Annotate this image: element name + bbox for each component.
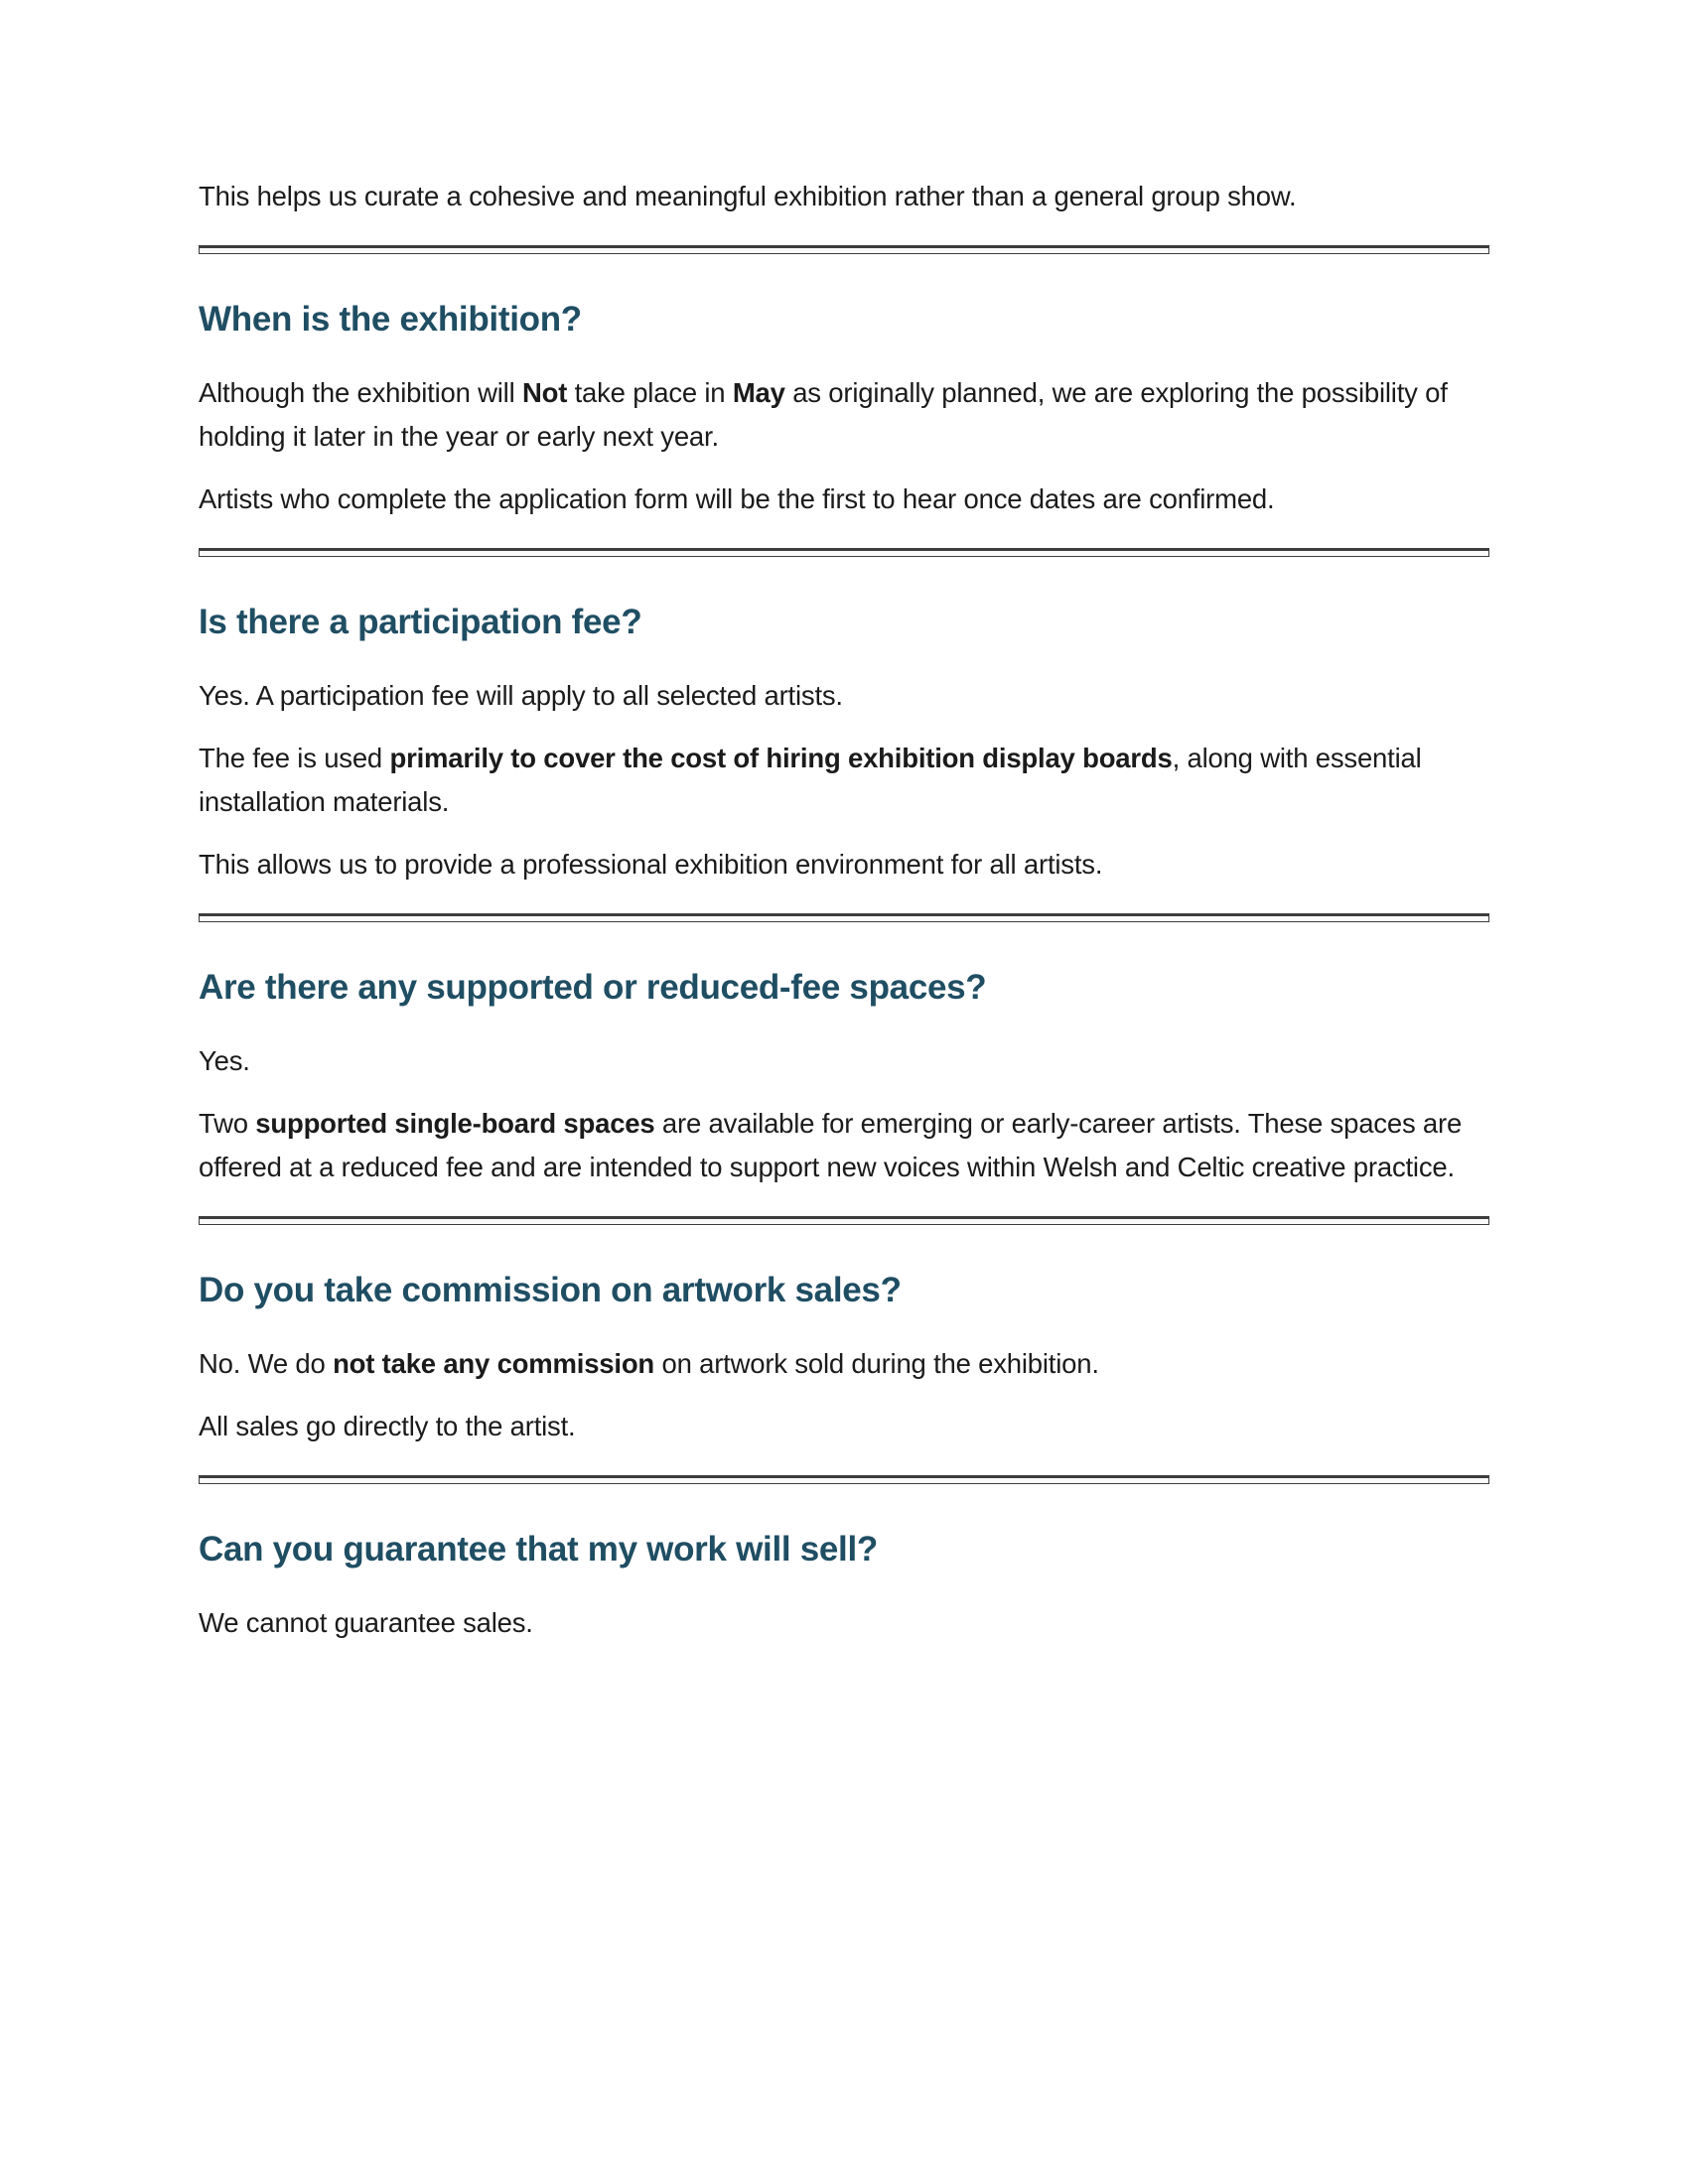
section-divider — [199, 1475, 1489, 1484]
intro-paragraph: This helps us curate a cohesive and meaningful exhibition rather than a general group show. — [199, 181, 1297, 211]
paragraph: Yes. A participation fee will apply to all selected artists. — [199, 680, 843, 711]
section-heading-1: Is there a participation fee? — [199, 603, 642, 641]
paragraph: All sales go directly to the artist. — [199, 1411, 576, 1441]
paragraph: The fee is used primarily to cover the cost of hiring exhibition display boards, along with essential installation materials. — [199, 743, 1422, 817]
paragraph: This allows us to provide a professional exhibition environment for all artists. — [199, 849, 1103, 880]
section-divider — [199, 245, 1489, 254]
section-heading-2: Are there any supported or reduced-fee spaces? — [199, 968, 987, 1007]
document-page — [199, 0, 1489, 1664]
faq-sections — [199, 245, 1489, 1645]
paragraph: Although the exhibition will Not take place in May as originally planned, we are exploring the possibility of holding it later in the year or early next year. — [199, 377, 1448, 452]
section-heading-0: When is the exhibition? — [199, 300, 582, 339]
paragraph: Artists who complete the application form will be the first to hear once dates are confirmed. — [199, 483, 1275, 514]
paragraph: We cannot guarantee sales. — [199, 1607, 533, 1638]
section-divider — [199, 1216, 1489, 1225]
section-divider — [199, 548, 1489, 557]
section-divider — [199, 913, 1489, 922]
section-heading-3: Do you take commission on artwork sales? — [199, 1271, 902, 1309]
paragraph: Two supported single-board spaces are available for emerging or early-career artists. These spaces are offered at a reduced fee and are intended to support new voices within Welsh and Celtic creative practice. — [199, 1108, 1463, 1182]
paragraph: Yes. — [199, 1045, 250, 1076]
section-heading-4: Can you guarantee that my work will sell? — [199, 1530, 878, 1569]
paragraph: No. We do not take any commission on artwork sold during the exhibition. — [199, 1348, 1099, 1379]
